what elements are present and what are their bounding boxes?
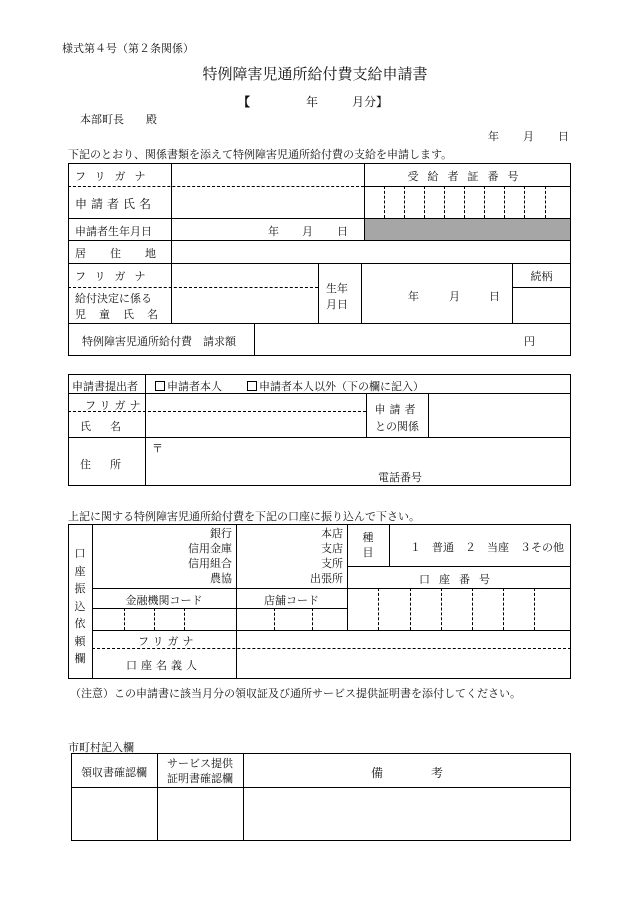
- branch-type-list: 本店 支店 支所 出張所: [310, 527, 343, 585]
- service-check-label-1: サービス提供: [167, 757, 233, 770]
- submitter-relation-label-2: との関係: [375, 420, 419, 433]
- child-birth-year: 年: [408, 290, 419, 303]
- month-year-label: 年: [306, 95, 319, 109]
- recipient-number-label: 受給者証番号: [407, 170, 528, 183]
- holder-furigana-label: フリガナ: [138, 635, 198, 648]
- date-month: 月: [523, 130, 534, 143]
- service-check-label-2: 証明書確認欄: [167, 772, 233, 785]
- account-number-label: 口座番号: [419, 573, 499, 586]
- checkbox-self[interactable]: [155, 381, 165, 391]
- submitter-relation-label-1: 申請者: [374, 403, 420, 416]
- intro-text: 下記のとおり、関係書類を添えて特例障害児通所給付費の支給を申請します。: [68, 148, 453, 161]
- submitter-label: 申請書提出者: [72, 380, 138, 393]
- submitter-furigana-label: フリガナ: [85, 399, 145, 412]
- phone-label: 電話番号: [378, 471, 422, 484]
- note-text: （注意）この申請書に該当月分の領収証及び通所サービス提供証明書を添付してください。: [70, 687, 521, 700]
- addressee: 本部町長 殿: [80, 113, 157, 126]
- holder-name-label: 口座名義人: [126, 659, 201, 672]
- residence-label: 居住地: [75, 247, 180, 260]
- child-name-label-2: 児童氏名: [75, 308, 171, 321]
- checkbox-other[interactable]: [247, 381, 257, 391]
- form-title: 特例障害児通所給付費支給申請書: [202, 65, 428, 83]
- account-type-options: １ 普通 ２ 当座 ３その他: [410, 541, 564, 554]
- child-birth-day: 日: [489, 290, 500, 303]
- child-furigana-label: フリガナ: [75, 270, 155, 283]
- child-name-label-1: 給付決定に係る: [75, 292, 152, 305]
- child-birth-label-2: 月日: [326, 298, 348, 311]
- birth-month: 月: [302, 225, 313, 238]
- form-number: 様式第４号（第２条関係）: [62, 42, 194, 55]
- applicant-furigana-label: フリガナ: [75, 170, 155, 183]
- submitter-name-label: 氏 名: [80, 420, 125, 433]
- yen-label: 円: [524, 335, 535, 348]
- submitter-option-self[interactable]: 申請者本人: [155, 378, 222, 394]
- month-label: 月分】: [352, 95, 389, 109]
- month-open-bracket: 【: [238, 95, 251, 109]
- date-day: 日: [558, 130, 569, 143]
- submitter-option-other[interactable]: 申請者本人以外（下の欄に記入）: [247, 378, 424, 394]
- birthdate-label: 申請者生年月日: [75, 225, 152, 238]
- child-birth-label-1: 生年: [326, 282, 348, 295]
- remarks-label: 備 考: [370, 766, 443, 780]
- account-type-label: 種 目: [362, 531, 374, 559]
- submitter-address-label: 住 所: [80, 458, 125, 471]
- date-year: 年: [488, 130, 499, 143]
- bank-side-label: 口 座 振 込 依 頼 欄: [74, 547, 86, 665]
- postal-mark: 〒: [152, 442, 163, 455]
- birth-day: 日: [337, 225, 348, 238]
- institution-type-list: 銀行 信用金庫 信用組合 農協: [188, 527, 232, 585]
- child-birth-month: 月: [449, 290, 460, 303]
- birth-year: 年: [268, 225, 279, 238]
- relation-label: 続柄: [530, 270, 553, 283]
- claim-amount-label: 特例障害児通所給付費 請求額: [82, 335, 236, 348]
- bank-intro-text: 上記に関する特例障害児通所給付費を下記の口座に振り込んで下さい。: [68, 510, 420, 523]
- branch-code-label: 店舗コード: [264, 594, 319, 607]
- municipal-section-label: 市町村記入欄: [68, 741, 134, 754]
- shaded-cell: [364, 218, 570, 240]
- receipt-check-label: 領収書確認欄: [81, 766, 147, 779]
- applicant-name-label: 申請者氏名: [75, 197, 156, 211]
- institution-code-label: 金融機関コード: [125, 594, 203, 607]
